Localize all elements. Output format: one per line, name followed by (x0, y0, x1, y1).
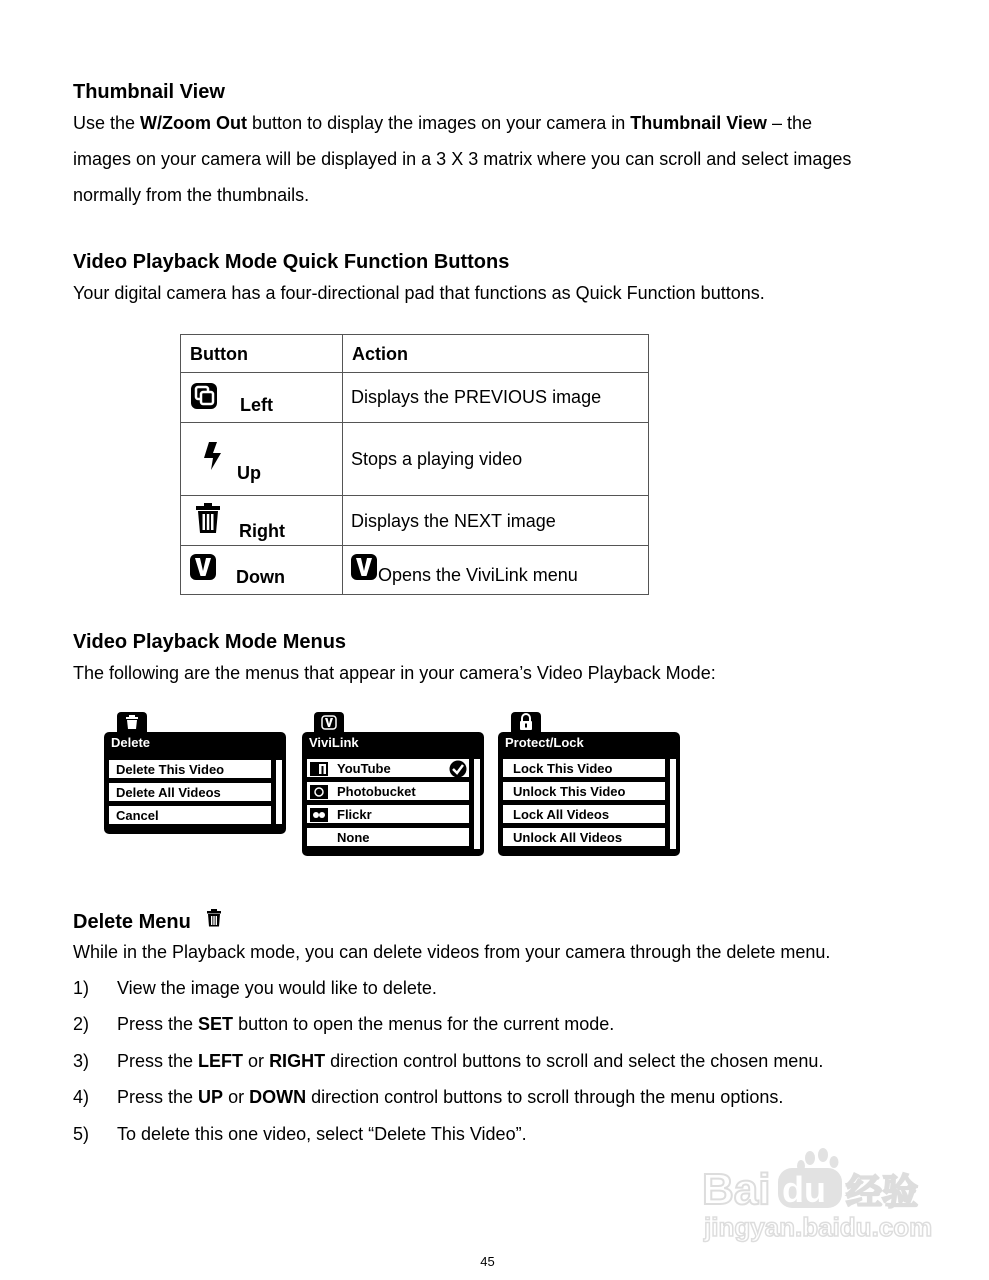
button-cell (181, 546, 343, 595)
menu-item-delete-all-videos[interactable]: Delete All Videos (108, 782, 272, 802)
vivilink-menu-title: ViviLink (309, 735, 359, 750)
action-cell (343, 373, 649, 423)
scrollbar[interactable] (669, 758, 677, 850)
lock-icon (511, 712, 541, 732)
text: Use the (73, 113, 141, 133)
step-text (117, 1014, 614, 1035)
step-number: 5) (73, 1123, 90, 1144)
button-label-down: Down (236, 567, 285, 587)
delete-menu-intro: While in the Playback mode, you can delete videos from your camera through the delete menu. (73, 942, 831, 962)
button-label-left: Left (240, 395, 273, 415)
text: direction control buttons to scroll and select the chosen menu. (325, 1050, 824, 1071)
vivilink-menu-graphic (302, 712, 484, 856)
step-number: 2) (73, 1014, 90, 1035)
vivilink-icon (350, 553, 378, 581)
checkmark-icon (449, 760, 467, 778)
thumbnail-view-term: Thumbnail View (630, 113, 767, 133)
menus-heading: Video Playback Mode Menus (73, 631, 347, 653)
menu-item-unlock-this-video[interactable]: Unlock This Video (502, 781, 666, 801)
youtube-label: YouTube (337, 761, 391, 776)
step-text (117, 1124, 527, 1145)
thumbnail-line-1 (73, 113, 812, 134)
header-action (343, 335, 649, 373)
menu-item-photobucket[interactable] (306, 781, 470, 801)
table-row (181, 496, 649, 546)
header-button-label: Button (190, 344, 248, 364)
text: or (223, 1087, 250, 1108)
text: To delete this one video, select “Delete This Video”. (117, 1123, 527, 1144)
term: SET (198, 1014, 234, 1035)
svg-text:jingyan.baidu.com: jingyan.baidu.com (704, 1212, 932, 1242)
text: button to display the images on your camera in (247, 113, 631, 133)
youtube-icon (310, 762, 328, 776)
menu-item-flickr[interactable] (306, 804, 470, 824)
button-label-up: Up (237, 463, 261, 483)
term: DOWN (249, 1087, 307, 1108)
action-cell (343, 423, 649, 496)
vivilink-icon (189, 553, 217, 581)
w-zoom-out-term: W/Zoom Out (140, 113, 248, 133)
vivilink-menu-box (302, 732, 484, 856)
step-number: 1) (73, 978, 90, 998)
button-cell (181, 373, 343, 423)
svg-text:经验: 经验 (846, 1172, 919, 1213)
trash-icon (206, 909, 222, 927)
thumbnail-line-3: normally from the thumbnails. (73, 185, 310, 205)
delete-menu-title: Delete (111, 735, 151, 750)
header-button (181, 335, 343, 373)
text: or (243, 1050, 270, 1071)
table-row (181, 423, 649, 496)
menu-item-cancel[interactable]: Cancel (108, 805, 272, 825)
action-text: Displays the NEXT image (351, 511, 556, 531)
protect-lock-menu-graphic (498, 712, 680, 856)
step-text (117, 1087, 783, 1108)
step-text (117, 978, 437, 999)
step-text (117, 1051, 823, 1072)
trash-icon (194, 502, 222, 534)
svg-text:du: du (782, 1169, 826, 1210)
delete-menu-heading-text: Delete Menu (73, 911, 191, 933)
table-header-row (181, 335, 649, 373)
vivilink-tab (314, 712, 344, 732)
none-label: None (337, 830, 370, 845)
delete-tab (117, 712, 147, 732)
baidu-watermark (702, 1148, 932, 1243)
delete-menu-graphic (104, 712, 286, 834)
menu-item-youtube[interactable] (306, 758, 470, 778)
scrollbar[interactable] (473, 758, 481, 850)
table-row (181, 373, 649, 423)
protect-lock-menu-title: Protect/Lock (505, 735, 584, 750)
step-number: 4) (73, 1087, 90, 1108)
trash-icon (117, 712, 147, 732)
delete-menu-box (104, 732, 286, 834)
page-number: 45 (480, 1254, 495, 1269)
step-number: 3) (73, 1050, 90, 1071)
flickr-icon (310, 808, 328, 822)
playback-icon (190, 382, 218, 410)
photobucket-label: Photobucket (337, 784, 416, 799)
flash-icon (200, 441, 226, 471)
action-cell (343, 546, 649, 595)
quick-function-heading: Video Playback Mode Quick Function Buttons (73, 251, 510, 273)
text: View the image you would like to delete. (117, 978, 437, 998)
menu-item-lock-this-video[interactable]: Lock This Video (502, 758, 666, 778)
protect-lock-menu-box (498, 732, 680, 856)
delete-menu-heading (73, 911, 191, 934)
thumbnail-line-2: images on your camera will be displayed in a 3 X 3 matrix where you can scroll and select images (73, 149, 852, 169)
button-cell (181, 496, 343, 546)
text: Press the (117, 1050, 199, 1071)
action-text: Stops a playing video (351, 449, 523, 469)
term: LEFT (198, 1050, 244, 1071)
button-cell (181, 423, 343, 496)
vivilink-icon (314, 712, 344, 732)
flickr-label: Flickr (337, 807, 372, 822)
table-row (181, 546, 649, 595)
scrollbar[interactable] (275, 759, 283, 825)
thumbnail-view-heading: Thumbnail View (73, 81, 225, 103)
menu-item-none[interactable] (306, 827, 470, 847)
menus-intro: The following are the menus that appear in your camera’s Video Playback Mode: (73, 663, 716, 683)
text: – the (766, 113, 812, 133)
photobucket-icon (310, 785, 328, 799)
quick-function-table (180, 334, 649, 595)
svg-text:Bai: Bai (702, 1165, 771, 1214)
term: UP (198, 1087, 224, 1108)
action-text: Opens the ViviLink menu (378, 565, 578, 585)
lock-tab (511, 712, 541, 732)
text: Press the (117, 1087, 199, 1108)
button-label-right: Right (239, 521, 285, 541)
quick-function-intro: Your digital camera has a four-directional pad that functions as Quick Function buttons. (73, 283, 765, 303)
menu-item-delete-this-video[interactable]: Delete This Video (108, 759, 272, 779)
menu-item-unlock-all-videos[interactable]: Unlock All Videos (502, 827, 666, 847)
term: RIGHT (269, 1050, 326, 1071)
action-cell (343, 496, 649, 546)
action-text: Displays the PREVIOUS image (351, 387, 602, 407)
text: direction control buttons to scroll through the menu options. (306, 1087, 784, 1108)
menu-item-lock-all-videos[interactable]: Lock All Videos (502, 804, 666, 824)
header-action-label: Action (352, 344, 408, 364)
text: Press the (117, 1014, 199, 1035)
text: button to open the menus for the current mode. (233, 1014, 615, 1035)
